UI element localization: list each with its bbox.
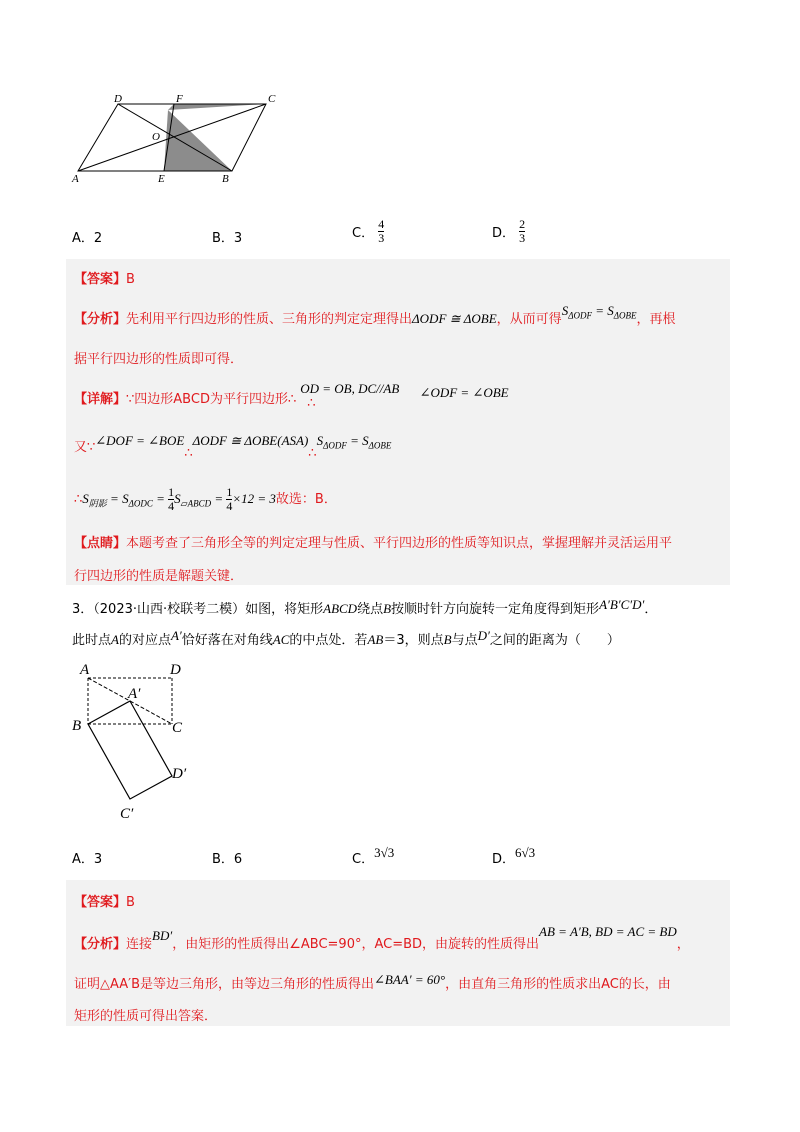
q2-detail-line2: 又∵∠DOF = ∠BOE∴ΔODF ≅ $\Delta OBE(ASA)\therefore S_{\Delta ODF} = S_{\Delta OBE}$ — [74, 433, 392, 461]
label-f: F — [176, 93, 183, 105]
rectangle-abcd-prime — [88, 701, 172, 799]
label-d: D — [170, 662, 181, 678]
q2-comment-line2: 行四边形的性质是解题关键． — [74, 569, 244, 584]
q3-option-d[interactable]: D．6√3 — [492, 845, 536, 867]
option-a[interactable]: A．2 — [72, 231, 103, 246]
comment-tag: 【点睛】 — [74, 536, 127, 551]
q2-analysis-line1: 【分析】先利用平行四边形的性质、三角形的判定定理得出ΔODF ≅ ΔOBE，从而可得$S_{\Delta ODF} = S_{\Delta OBE}$，再根 — [74, 303, 676, 327]
answer-tag: 【答案】 — [74, 272, 127, 287]
answer-value: B — [126, 272, 135, 287]
q3-analysis-line3: 矩形的性质可得出答案． — [74, 1009, 218, 1024]
q3-analysis-line2: 证明△AA′B是等边三角形，由等边三角形的性质得出∠BAA′ = 60°，由直角三角形的性质求出AC的长，由 — [74, 972, 671, 992]
option-c-fraction: $\frac{4}{3}$ — [378, 217, 385, 245]
option-d-fraction: $\frac{2}{3}$ — [519, 217, 526, 245]
option-d[interactable] — [492, 218, 525, 245]
label-c: C — [268, 93, 276, 105]
q2-analysis-line2: 据平行四边形的性质即可得． — [74, 352, 244, 367]
option-b[interactable]: B．3 — [212, 231, 243, 246]
detail-tag: 【详解】 — [74, 392, 127, 407]
rotated-rectangle-figure — [68, 658, 218, 824]
q3-option-b[interactable]: B．6 — [212, 852, 243, 867]
analysis-tag: 【分析】 — [74, 312, 127, 327]
label-b: B — [72, 718, 82, 734]
q3-stem-line2: 此时点A的对应点A′恰好落在对角线AC的中点处．若AB＝3，则点B与点D′之间的距离为（ ） — [72, 628, 620, 648]
label-a-prime: A′ — [128, 686, 141, 702]
option-d-prefix: D． — [492, 226, 516, 241]
option-c-prefix: C． — [352, 226, 375, 241]
label-a: A — [80, 662, 90, 678]
shaded-triangle-bottom — [164, 110, 232, 171]
q3-stem-line1: 3．（2023·山西·校联考二模）如图，将矩形ABCD绕点B按顺时针方向旋转一定角度得到矩形A′B′C′D′． — [72, 597, 658, 617]
q2-comment-line1: 【点睛】本题考查了三角形全等的判定定理与性质、平行四边形的性质等知识点，掌握理解并灵活运用平 — [74, 536, 673, 551]
q2-answer-line — [74, 268, 135, 287]
q3-analysis-line1: 【分析】连接BD′，由矩形的性质得出∠ABC=90°，AC=BD，由旋转的性质得出AB = A′B, BD = AC = BD， — [74, 924, 690, 952]
parallelogram-figure — [70, 92, 290, 187]
q2-detail-line1: 【详解】∵四边形ABCD为平行四边形∴OD = OB, DC//AB∴∠ODF = ∠OBE — [74, 381, 509, 411]
label-d-prime: D′ — [172, 766, 187, 782]
option-c[interactable] — [352, 218, 384, 245]
q3-answer-line: 【答案】B — [74, 895, 135, 910]
q3-option-a[interactable]: A．3 — [72, 852, 103, 867]
label-a: A — [72, 173, 79, 185]
label-c-prime: C′ — [120, 806, 134, 822]
label-b: B — [222, 173, 229, 185]
q3-option-c[interactable]: C．3√3 — [352, 845, 395, 867]
q2-detail-line3: $\therefore S_{阴影} = S_{\Delta ODC}$ = $\frac{1}{4}$ $S_{▱ABCD}$ = $\frac{1}{4}$ ×12 = 3故选：B． — [74, 485, 337, 513]
label-o: O — [152, 131, 160, 143]
label-c: C — [172, 720, 183, 736]
label-e: E — [158, 173, 165, 185]
label-d: D — [114, 93, 122, 105]
